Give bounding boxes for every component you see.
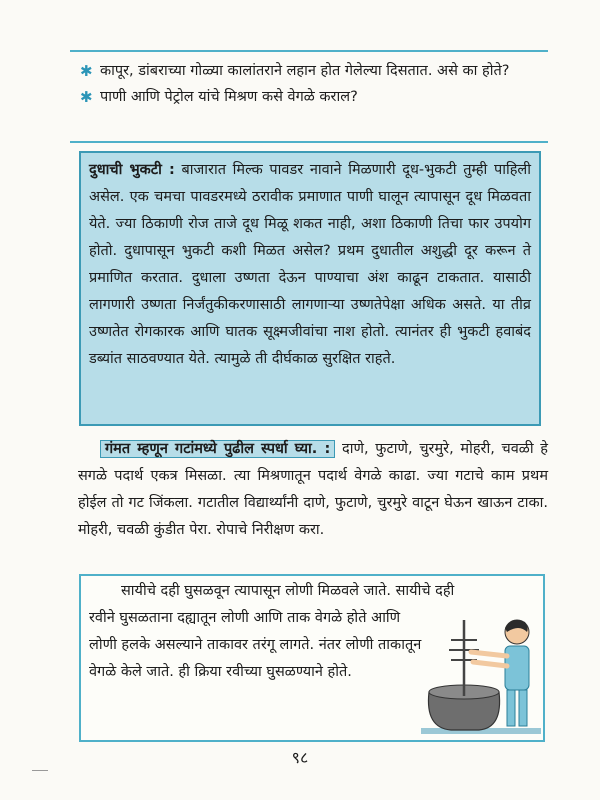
question-item [78, 84, 548, 110]
star-bullet-icon: ✱ [80, 62, 93, 80]
question-list [78, 58, 548, 110]
boy-churning-illustration [421, 610, 541, 740]
milk-powder-text: बाजारात मिल्क पावडर नावाने मिळणारी दूध-भुकटी तुम्ही पाहिली असेल. एक चमचा पावडरमध्ये ठरावीक प्रमाणात पाणी घालून त्यापासून दूध मिळवता येते. ज्या ठिकाणी रोज ताजे दूध मिळू शकत नाही, अशा ठिकाणी तिचा फार उपयोग होतो. दुधापासून भुकटी कशी मिळत असेल? प्रथम दुधातील अशुद्धी दूर करून ते प्रमाणित करतात. दुधाला उष्णता देऊन पाण्याचा अंश काढून टाकतात. यासाठी लागणारी उष्णता निर्जंतुकीकरणासाठी लागणाऱ्या उष्णतेपेक्षा अधिक असते. या तीव्र उष्णतेत रोगकारक आणि घातक सूक्ष्मजीवांचा नाश होतो. त्यानंतर ही भुकटी हवाबंद डब्यांत साठवण्यात येते. त्यामुळे ती दीर्घकाळ सुरक्षित राहते. [89, 162, 532, 367]
question-item [78, 58, 548, 84]
margin-mark [32, 770, 48, 771]
milk-powder-heading: दुधाची भुकटी : [89, 162, 175, 178]
game-text: दाणे, फुटाणे, चुरमुरे, मोहरी, चवळी हे सगळे पदार्थ एकत्र मिसळा. त्या मिश्रणातून पदार्थ वेगळे काढा. ज्या गटाचे काम प्रथम होईल तो गट जिंकला. गटातील विद्यार्थ्यांनी दाणे, फुटाणे, चुरमुरे वाटून घेऊन खाऊन टाका. मोहरी, चवळी कुंडीत पेरा. रोपाचे निरीक्षण करा. [78, 441, 549, 538]
game-activity [78, 436, 548, 544]
butter-text-rest: रवीने घुसळताना दह्यातून लोणी आणि ताक वेगळे होते आणि लोणी हलके असल्याने ताकावर तरंगू लागते. नंतर लोणी ताकातून वेगळे केले जाते. ही क्रिया रवीच्या घुसळण्याने होते. [89, 610, 422, 680]
top-divider [70, 50, 548, 52]
butter-churning-box [79, 574, 545, 742]
butter-text-line: सायीचे दही घुसळवून त्यापासून लोणी मिळवले जाते. सायीचे दही [121, 583, 455, 599]
star-bullet-icon: ✱ [80, 88, 93, 106]
middle-divider [70, 141, 548, 143]
game-heading: गंमत म्हणून गटांमध्ये पुढील स्पर्धा घ्या. : [100, 440, 335, 458]
page-number: ९८ [291, 748, 309, 767]
question-text: पाणी आणि पेट्रोल यांचे मिश्रण कसे वेगळे कराल? [100, 89, 358, 105]
milk-powder-box [79, 151, 541, 426]
question-text: कापूर, डांबराच्या गोळ्या कालांतराने लहान होत गेलेल्या दिसतात. असे का होते? [100, 63, 510, 79]
